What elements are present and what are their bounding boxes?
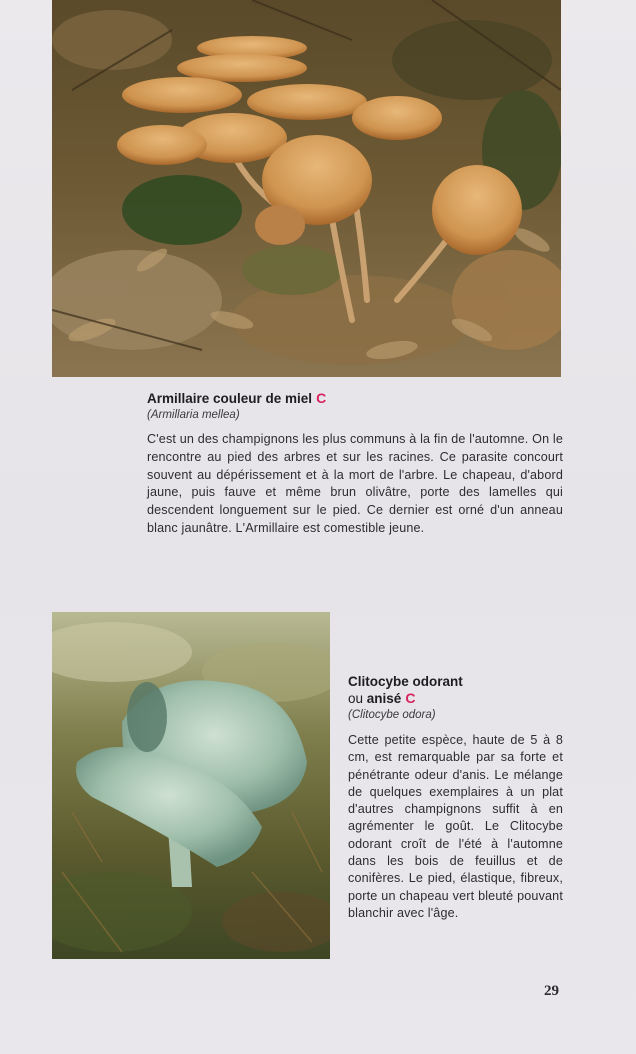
entry-body: Cette petite espèce, haute de 5 à 8 cm, est remarquable par sa forte et pénétrante odeur d'anis. Le mélange de quelques exemplaires à un plat d'autres champignons suffit à en agrémenter le goût. Le Clitocybe odorant croît de l'été à l'automne dans les bois de feuillus et de conifères. Le pied, élastique, fibreux, porte un chapeau vert bleuté pouvant blanchir avec l'âge.: [348, 733, 563, 920]
entry-title-line2: [348, 690, 563, 707]
page-number: 29: [544, 983, 559, 999]
latin-name: (Clitocybe odora): [348, 709, 436, 721]
latin-name: (Armillaria mellea): [147, 409, 240, 421]
entry-title-line1: Clitocybe odorant: [348, 674, 463, 689]
entry-clitocybe: [348, 674, 563, 922]
edibility-mark: C: [405, 690, 416, 706]
edibility-mark: C: [316, 390, 327, 406]
photo-clitocybe-odora: [52, 612, 330, 959]
title-prefix: ou: [348, 691, 364, 706]
entry-body: C'est un des champignons les plus communs à la fin de l'automne. On le rencontre au pied des arbres et sur les racines. Ce parasite concourt souvent au dépérissement et à la mort de l'arbre. Le chapeau, d'abord jaune, puis fauve et même brun olivâtre, porte des lamelles qui descendent longuement sur le pied. Ce dernier est orné d'un anneau blanc jaunâtre. L'Armillaire est comestible jeune.: [147, 432, 563, 535]
title-bold: anisé: [366, 691, 402, 706]
entry-armillaire: [147, 390, 563, 538]
photo-armillaria-mellea: [52, 0, 561, 377]
entry-title: Armillaire couleur de miel C: [147, 390, 327, 406]
